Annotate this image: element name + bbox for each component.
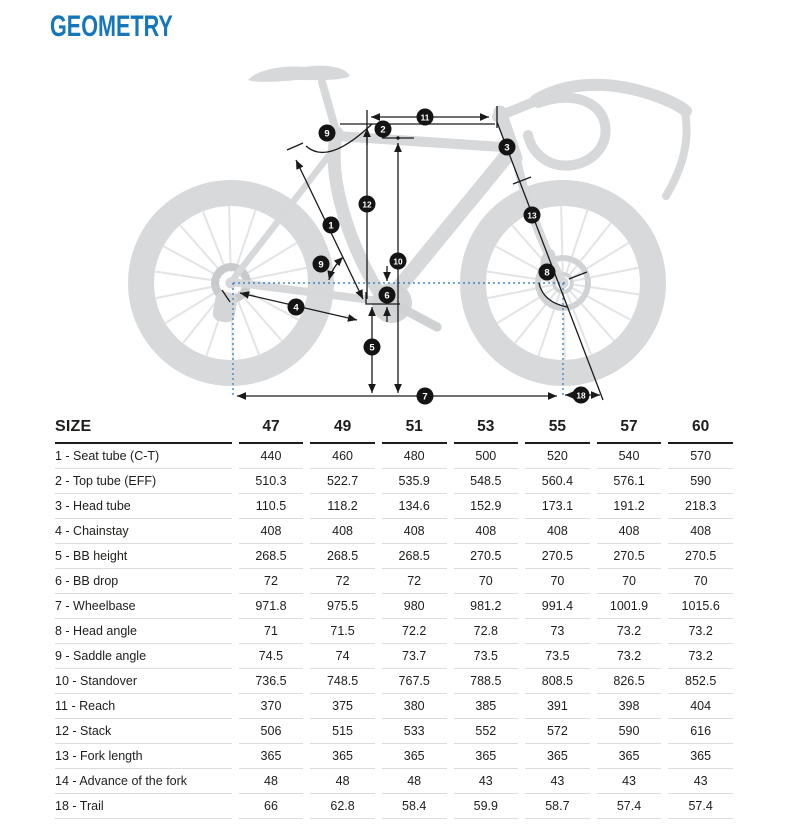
geometry-value-cell: 365 [382,744,447,769]
bike-silhouette [141,66,687,373]
geometry-value-cell: 71.5 [310,619,375,644]
top-tube [337,136,502,147]
geometry-value-cell: 58.4 [382,794,447,819]
geometry-value-cell: 460 [310,444,375,469]
diagram-marker-1 [323,217,340,234]
geometry-value-cell: 62.8 [310,794,375,819]
geometry-table-row [55,469,733,494]
size-value-header: 53 [454,412,519,444]
geometry-value-cell: 767.5 [382,669,447,694]
diagram-marker-8 [539,264,556,281]
geometry-row-label: 12 - Stack [55,719,232,744]
diagram-marker-9 [319,125,336,142]
diagram-marker-2 [375,121,392,138]
geometry-value-cell: 408 [454,519,519,544]
svg-text:10: 10 [393,256,403,267]
svg-text:12: 12 [362,199,372,210]
geometry-row-label: 9 - Saddle angle [55,644,232,669]
geometry-value-cell: 560.4 [525,469,590,494]
size-value-header: 57 [597,412,662,444]
svg-text:2: 2 [380,124,386,136]
diagram-marker-6 [379,287,396,304]
geometry-value-cell: 1001.9 [597,594,662,619]
geometry-value-cell: 570 [668,444,733,469]
geometry-value-cell: 58.7 [525,794,590,819]
geometry-value-cell: 57.4 [668,794,733,819]
brake-lever [666,112,687,196]
size-value-header: 51 [382,412,447,444]
geometry-value-cell: 535.9 [382,469,447,494]
diagram-marker-10 [390,253,407,270]
geometry-value-cell: 71 [239,619,304,644]
geometry-value-cell: 134.6 [382,494,447,519]
geometry-table [48,412,740,819]
geometry-value-cell: 268.5 [239,544,304,569]
geometry-table-row [55,619,733,644]
geometry-value-cell: 270.5 [597,544,662,569]
geometry-value-cell: 975.5 [310,594,375,619]
geometry-value-cell: 48 [239,769,304,794]
geometry-row-label: 1 - Seat tube (C-T) [55,444,232,469]
geometry-value-cell: 520 [525,444,590,469]
geometry-value-cell: 43 [525,769,590,794]
svg-text:7: 7 [422,391,428,403]
geometry-value-cell: 398 [597,694,662,719]
geometry-value-cell: 1015.6 [668,594,733,619]
geometry-value-cell: 408 [525,519,590,544]
size-value-header: 47 [239,412,304,444]
svg-text:6: 6 [384,290,390,302]
geometry-value-cell: 173.1 [525,494,590,519]
geometry-value-cell: 408 [668,519,733,544]
geometry-value-cell: 72 [310,569,375,594]
diagram-marker-5 [364,339,381,356]
geometry-value-cell: 268.5 [382,544,447,569]
geometry-value-cell: 808.5 [525,669,590,694]
geometry-row-label: 14 - Advance of the fork [55,769,232,794]
svg-text:13: 13 [527,210,537,221]
geometry-value-cell: 370 [239,694,304,719]
geometry-value-cell: 385 [454,694,519,719]
geometry-value-cell: 74 [310,644,375,669]
geometry-section [0,0,791,410]
geometry-value-cell: 788.5 [454,669,519,694]
geometry-value-cell: 572 [525,719,590,744]
geometry-value-cell: 590 [668,469,733,494]
geometry-row-label: 7 - Wheelbase [55,594,232,619]
seat-tube [334,133,385,301]
geometry-row-label: 10 - Standover [55,669,232,694]
geometry-value-cell: 73.5 [454,644,519,669]
geometry-value-cell: 70 [525,569,590,594]
geometry-value-cell: 365 [597,744,662,769]
diagram-marker-18 [573,387,590,404]
geometry-value-cell: 73.2 [668,644,733,669]
geometry-value-cell: 375 [310,694,375,719]
geometry-value-cell: 152.9 [454,494,519,519]
geometry-table-row [55,794,733,819]
geometry-value-cell: 72.8 [454,619,519,644]
geometry-table-row [55,719,733,744]
geometry-value-cell: 590 [597,719,662,744]
bike-geometry-diagram [0,0,791,412]
size-value-header: 60 [668,412,733,444]
geometry-value-cell: 70 [668,569,733,594]
geometry-value-cell: 616 [668,719,733,744]
size-value-header: 55 [525,412,590,444]
geometry-value-cell: 70 [454,569,519,594]
geometry-value-cell: 73.2 [597,619,662,644]
geometry-table-row [55,594,733,619]
geometry-table-row [55,744,733,769]
geometry-value-cell: 218.3 [668,494,733,519]
geometry-table-row [55,569,733,594]
geometry-value-cell: 48 [310,769,375,794]
geometry-value-cell: 73.7 [382,644,447,669]
geometry-table-row [55,494,733,519]
geometry-value-cell: 971.8 [239,594,304,619]
geometry-value-cell: 540 [597,444,662,469]
svg-text:4: 4 [293,302,299,314]
geometry-row-label: 13 - Fork length [55,744,232,769]
geometry-value-cell: 991.4 [525,594,590,619]
geometry-table-row [55,519,733,544]
geometry-value-cell: 576.1 [597,469,662,494]
svg-text:5: 5 [369,342,375,354]
geometry-value-cell: 191.2 [597,494,662,519]
geometry-value-cell: 736.5 [239,669,304,694]
svg-text:3: 3 [504,142,510,154]
geometry-row-label: 8 - Head angle [55,619,232,644]
geometry-value-cell: 57.4 [597,794,662,819]
geometry-value-cell: 365 [525,744,590,769]
svg-text:9: 9 [324,128,330,140]
geometry-value-cell: 380 [382,694,447,719]
geometry-value-cell: 365 [454,744,519,769]
geometry-value-cell: 43 [668,769,733,794]
geometry-value-cell: 506 [239,719,304,744]
geometry-row-label: 11 - Reach [55,694,232,719]
pedal-spindle [433,323,442,332]
geometry-table-header [55,412,733,444]
geometry-value-cell: 480 [382,444,447,469]
bar-drop [528,98,606,166]
diagram-marker-11 [417,109,434,126]
geometry-row-label: 5 - BB height [55,544,232,569]
geometry-value-cell: 852.5 [668,669,733,694]
geometry-table-row [55,769,733,794]
geometry-value-cell: 43 [597,769,662,794]
size-value-header: 49 [310,412,375,444]
geometry-value-cell: 748.5 [310,669,375,694]
diagram-marker-9 [313,256,330,273]
geometry-value-cell: 365 [310,744,375,769]
diagram-marker-3 [499,139,516,156]
seat-cluster-tick [287,143,303,150]
geometry-value-cell: 48 [382,769,447,794]
diagram-marker-12 [359,196,376,213]
geometry-value-cell: 408 [597,519,662,544]
geometry-value-cell: 43 [454,769,519,794]
diagram-marker-7 [417,388,434,405]
geometry-value-cell: 500 [454,444,519,469]
geometry-value-cell: 548.5 [454,469,519,494]
geometry-value-cell: 59.9 [454,794,519,819]
geometry-table-row [55,669,733,694]
geometry-value-cell: 73.2 [597,644,662,669]
svg-text:1: 1 [328,220,334,232]
geometry-value-cell: 66 [239,794,304,819]
geometry-value-cell: 270.5 [525,544,590,569]
geometry-value-cell: 270.5 [454,544,519,569]
geometry-value-cell: 70 [597,569,662,594]
geometry-value-cell: 552 [454,719,519,744]
geometry-value-cell: 522.7 [310,469,375,494]
geometry-value-cell: 270.5 [668,544,733,569]
seat-post [322,82,336,131]
geometry-value-cell: 110.5 [239,494,304,519]
geometry-row-label: 6 - BB drop [55,569,232,594]
geometry-value-cell: 408 [310,519,375,544]
geometry-table-row [55,694,733,719]
diagram-marker-13 [524,207,541,224]
svg-text:18: 18 [576,390,586,401]
page-title: GEOMETRY [50,10,173,43]
size-column-header: SIZE [55,412,232,444]
geometry-value-cell: 408 [239,519,304,544]
geometry-value-cell: 73.5 [525,644,590,669]
geometry-value-cell: 826.5 [597,669,662,694]
geometry-value-cell: 391 [525,694,590,719]
handlebar [528,85,687,196]
geometry-value-cell: 408 [382,519,447,544]
geometry-value-cell: 73.2 [668,619,733,644]
geometry-value-cell: 365 [668,744,733,769]
geometry-row-label: 3 - Head tube [55,494,232,519]
geometry-value-cell: 72 [382,569,447,594]
geometry-value-cell: 533 [382,719,447,744]
saddle [248,66,350,82]
geometry-value-cell: 510.3 [239,469,304,494]
geometry-value-cell: 365 [239,744,304,769]
geometry-table-row [55,444,733,469]
geometry-row-label: 18 - Trail [55,794,232,819]
svg-text:11: 11 [420,112,430,123]
geometry-value-cell: 981.2 [454,594,519,619]
diagram-marker-4 [288,299,305,316]
geometry-value-cell: 74.5 [239,644,304,669]
geometry-row-label: 2 - Top tube (EFF) [55,469,232,494]
geometry-value-cell: 73 [525,619,590,644]
geometry-value-cell: 440 [239,444,304,469]
standover-dot [396,136,399,139]
svg-text:8: 8 [544,267,550,279]
geometry-value-cell: 118.2 [310,494,375,519]
geometry-value-cell: 404 [668,694,733,719]
geometry-value-cell: 72 [239,569,304,594]
geometry-value-cell: 268.5 [310,544,375,569]
geometry-value-cell: 72.2 [382,619,447,644]
geometry-value-cell: 980 [382,594,447,619]
geometry-value-cell: 515 [310,719,375,744]
geometry-row-label: 4 - Chainstay [55,519,232,544]
geometry-table-row [55,544,733,569]
geometry-table-row [55,644,733,669]
svg-text:9: 9 [318,259,324,271]
